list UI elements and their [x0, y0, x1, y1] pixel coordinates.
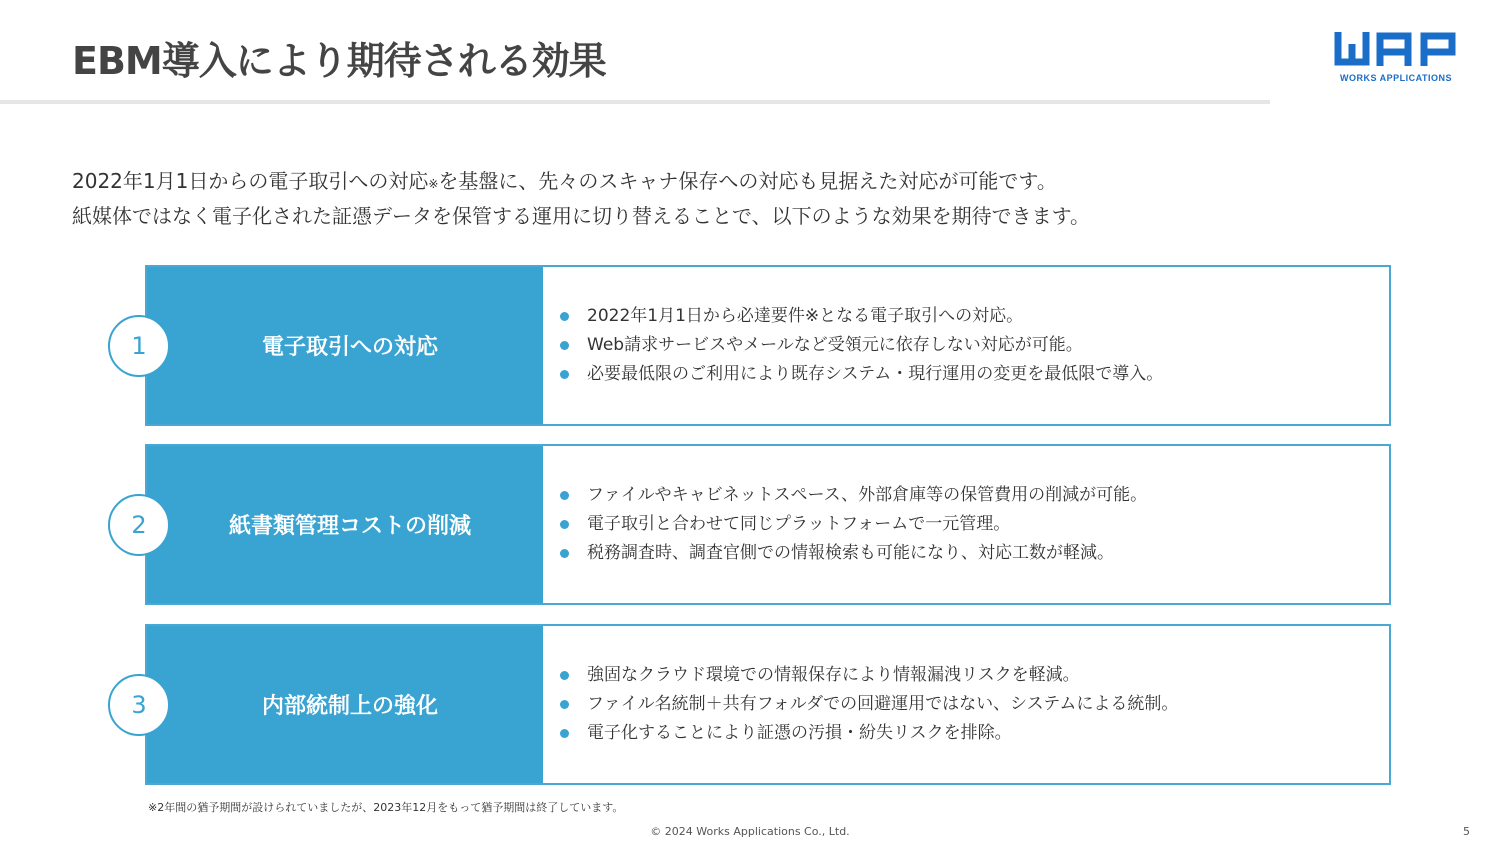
bullet-item: Web請求サービスやメールなど受領元に依存しない対応が可能。 [557, 331, 1163, 360]
benefit-heading-3: 内部統制上の強化 [147, 626, 543, 783]
number-badge-3: 3 [108, 674, 170, 736]
page-number: 5 [1463, 825, 1470, 838]
copyright: © 2024 Works Applications Co., Ltd. [650, 825, 850, 838]
benefit-row-1 [145, 265, 1391, 426]
title-divider [0, 100, 1270, 104]
footnote-mark: ※ [428, 177, 439, 191]
number-badge-2: 2 [108, 494, 170, 556]
bullet-item: 強固なクラウド環境での情報保存により情報漏洩リスクを軽減。 [557, 661, 1178, 690]
benefit-heading-1: 電子取引への対応 [147, 267, 543, 424]
page-title: EBM導入により期待される効果 [72, 39, 606, 83]
benefit-bullets-2 [557, 446, 1147, 603]
intro-line-2: 紙媒体ではなく電子化された証憑データを保管する運用に切り替えることで、以下のような効果を期待できます。 [72, 204, 1090, 228]
bullet-item: 電子取引と合わせて同じプラットフォームで一元管理。 [557, 510, 1147, 539]
number-badge-1: 1 [108, 315, 170, 377]
benefit-heading-2: 紙書類管理コストの削減 [147, 446, 543, 603]
bullet-item: ファイルやキャビネットスペース、外部倉庫等の保管費用の削減が可能。 [557, 481, 1147, 510]
bullet-item: ファイル名統制＋共有フォルダでの回避運用ではない、システムによる統制。 [557, 690, 1178, 719]
benefit-row-3 [145, 624, 1391, 785]
bullet-item: 電子化することにより証憑の汚損・紛失リスクを排除。 [557, 719, 1178, 748]
benefit-bullets-1 [557, 267, 1163, 424]
intro-text [72, 165, 1090, 232]
benefit-bullets-3 [557, 626, 1178, 783]
benefit-row-2 [145, 444, 1391, 605]
bullet-item: 2022年1月1日から必達要件※となる電子取引への対応。 [557, 302, 1163, 331]
footnote: ※2年間の猶予期間が設けられていましたが、2023年12月をもって猶予期間は終了しています。 [148, 801, 624, 814]
wap-logo [1334, 28, 1458, 86]
intro-line-1: 2022年1月1日からの電子取引への対応※を基盤に、先々のスキャナ保存への対応も見据えた対応が可能です。 [72, 169, 1057, 193]
wap-logo-mark [1334, 28, 1458, 68]
logo-subtitle: WORKS APPLICATIONS [1340, 73, 1452, 83]
bullet-item: 必要最低限のご利用により既存システム・現行運用の変更を最低限で導入。 [557, 360, 1163, 389]
bullet-item: 税務調査時、調査官側での情報検索も可能になり、対応工数が軽減。 [557, 539, 1147, 568]
